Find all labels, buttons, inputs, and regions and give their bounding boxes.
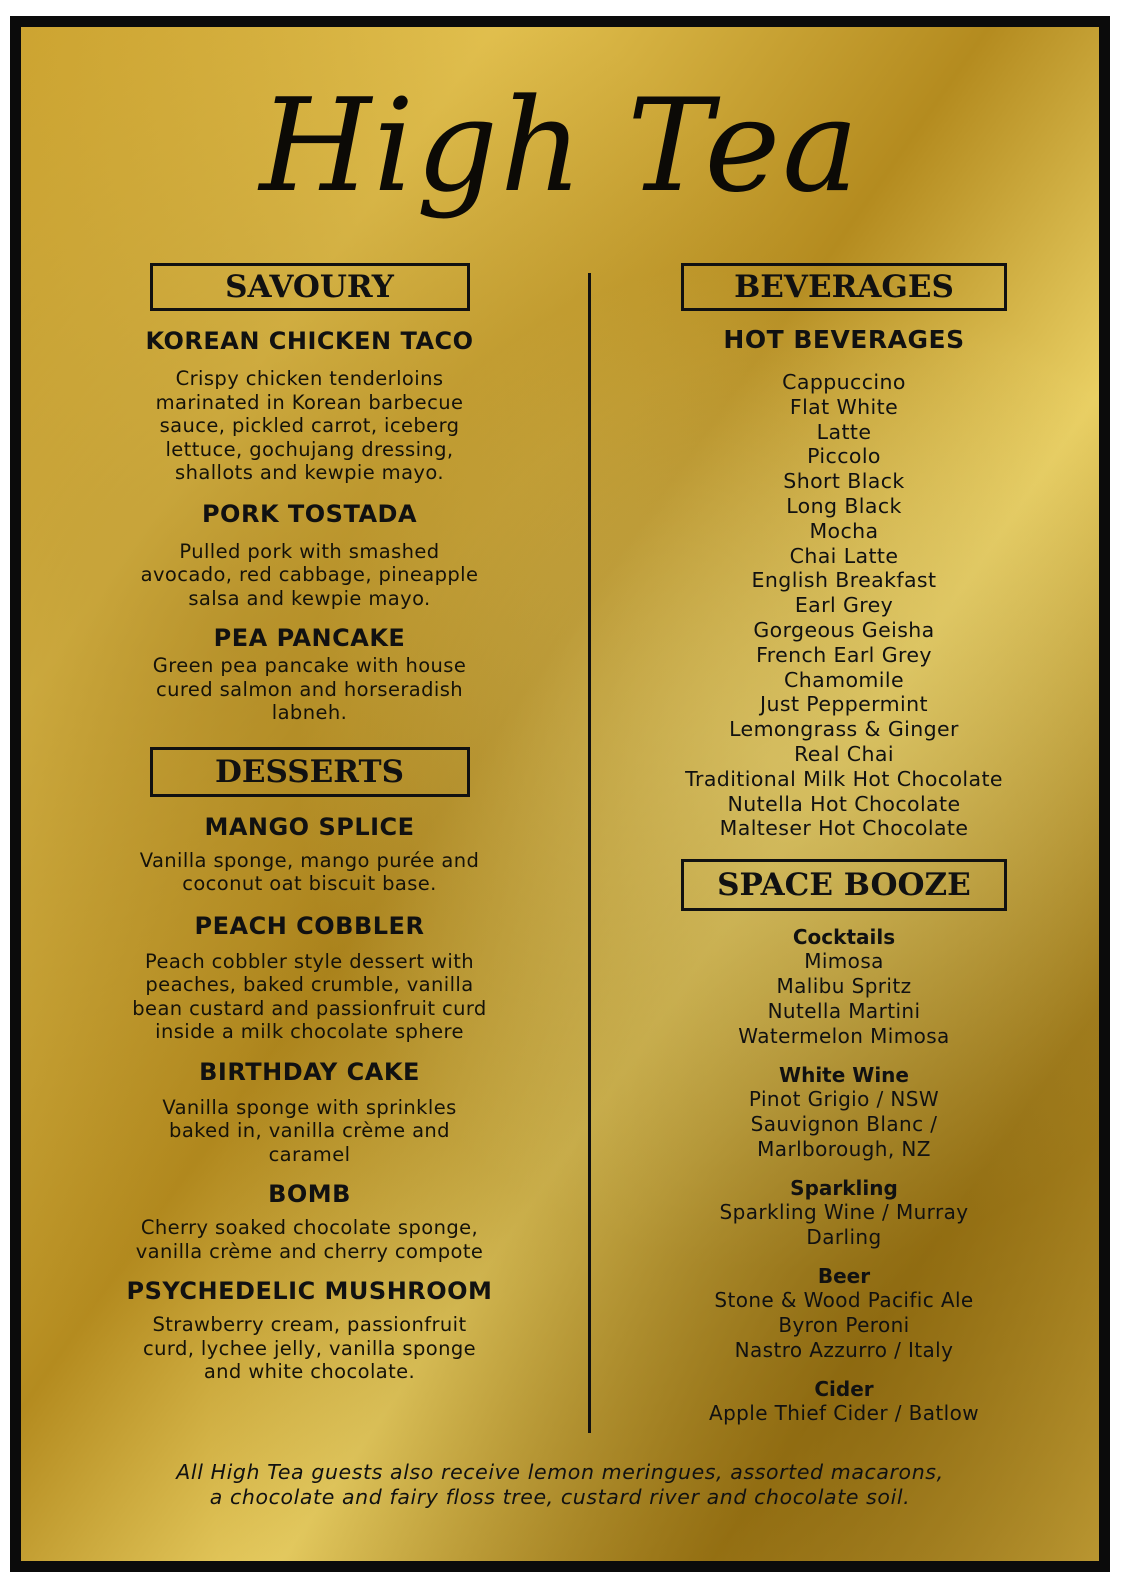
list-item: Nastro Azzurro / Italy <box>734 1338 954 1363</box>
menu-item <box>87 500 532 611</box>
item-name: MANGO SPLICE <box>204 812 415 841</box>
list-item: Malteser Hot Chocolate <box>719 816 969 841</box>
desc-line: Strawberry cream, passionfruit <box>152 1313 467 1336</box>
list-item: English Breakfast <box>751 568 937 593</box>
category-label: Beer <box>817 1264 871 1289</box>
desc-line: Pulled pork with smashed <box>179 539 440 563</box>
drink-category <box>619 1264 1069 1363</box>
item-name: BIRTHDAY CAKE <box>199 1057 420 1086</box>
list-item: Piccolo <box>807 444 881 469</box>
list-item: Nutella Hot Chocolate <box>727 791 961 816</box>
hot-beverages-list <box>619 370 1069 841</box>
item-name: BOMB <box>268 1180 351 1208</box>
list-item: Sparkling Wine / Murray <box>719 1200 969 1225</box>
list-item: Flat White <box>789 394 899 419</box>
list-item: Latte <box>816 419 872 444</box>
footer-line: All High Tea guests also receive lemon meringues, assorted macarons, <box>176 1460 944 1484</box>
desc-line: coconut oat biscuit base. <box>182 872 437 895</box>
list-item: Chai Latte <box>789 543 899 568</box>
menu-item <box>87 912 532 1044</box>
category-label: Cider <box>814 1377 874 1402</box>
list-item: Sauvignon Blanc / <box>750 1112 938 1137</box>
list-item: Earl Grey <box>794 593 894 618</box>
item-description <box>87 849 532 896</box>
desc-line: salsa and kewpie mayo. <box>188 586 431 610</box>
desc-line: labneh. <box>271 701 348 724</box>
item-name: PEACH COBBLER <box>194 911 425 940</box>
list-item: Gorgeous Geisha <box>753 617 935 642</box>
list-item: Real Chai <box>794 741 894 766</box>
drink-category <box>619 1377 1069 1426</box>
list-item: Traditional Milk Hot Chocolate <box>685 766 1003 791</box>
desc-line: lettuce, gochujang dressing, <box>165 437 454 461</box>
drink-category <box>619 1176 1069 1250</box>
item-description <box>87 367 532 485</box>
category-label: Cocktails <box>792 925 896 950</box>
list-item: Marlborough, NZ <box>757 1137 931 1162</box>
hot-beverages-title: HOT BEVERAGES <box>723 325 965 354</box>
menu-item <box>87 1058 532 1167</box>
beverages-header: BEVERAGES <box>681 263 1007 311</box>
list-item: Malibu Spritz <box>776 974 912 999</box>
desc-line: cured salmon and horseradish <box>155 677 464 701</box>
list-item: Short Black <box>783 469 905 494</box>
space-booze-header: SPACE BOOZE <box>681 859 1007 911</box>
desc-line: vanilla crème and cherry compote <box>135 1239 484 1263</box>
list-item: Pinot Grigio / NSW <box>748 1087 940 1112</box>
desc-line: Green pea pancake with house <box>152 654 467 677</box>
footer-note <box>51 1460 1069 1510</box>
item-description <box>87 654 532 725</box>
list-item: Mocha <box>809 518 879 543</box>
desc-line: Vanilla sponge, mango purée and <box>139 848 480 872</box>
menu-page <box>10 16 1110 1572</box>
column-divider <box>588 273 591 1433</box>
list-item: Watermelon Mimosa <box>738 1024 950 1049</box>
desc-line: marinated in Korean barbecue <box>155 390 464 414</box>
list-item: Cappuccino <box>782 370 906 394</box>
drink-category <box>619 1063 1069 1162</box>
item-description <box>87 1313 532 1384</box>
menu-item <box>87 1277 532 1384</box>
desc-line: bean custard and passionfruit curd <box>132 996 487 1020</box>
desc-line: inside a milk chocolate sphere <box>155 1020 464 1043</box>
desc-line: peaches, baked crumble, vanilla <box>145 973 474 996</box>
menu-item <box>87 624 532 725</box>
item-name: PEA PANCAKE <box>213 624 406 652</box>
category-label: White Wine <box>779 1063 909 1088</box>
desc-line: and white chocolate. <box>203 1360 416 1383</box>
menu-item <box>87 813 532 896</box>
desc-line: Peach cobbler style dessert with <box>144 949 474 973</box>
list-item: Long Black <box>786 493 902 518</box>
desc-line: Crispy chicken tenderloins <box>175 367 444 390</box>
list-item: Stone & Wood Pacific Ale <box>714 1288 974 1313</box>
list-item: Just Peppermint <box>760 692 928 717</box>
list-item: Darling <box>806 1225 882 1250</box>
footer-line: a chocolate and fairy floss tree, custard river and chocolate soil. <box>209 1485 911 1509</box>
list-item: Apple Thief Cider / Batlow <box>708 1401 979 1426</box>
savoury-header: SAVOURY <box>150 263 470 311</box>
item-name: KOREAN CHICKEN TACO <box>145 327 474 355</box>
right-column <box>619 263 1069 1426</box>
desc-line: Vanilla sponge with sprinkles <box>162 1095 457 1119</box>
item-description <box>87 950 532 1044</box>
list-item: Chamomile <box>784 667 904 692</box>
list-item: French Earl Grey <box>756 642 932 667</box>
item-description <box>87 540 532 611</box>
desc-line: curd, lychee jelly, vanilla sponge <box>143 1336 476 1360</box>
desc-line: shallots and kewpie mayo. <box>175 461 444 484</box>
menu-title: High Tea <box>259 72 861 221</box>
menu-item <box>87 327 532 485</box>
list-item: Byron Peroni <box>778 1313 910 1338</box>
category-label: Sparkling <box>790 1176 898 1201</box>
list-item: Mimosa <box>804 949 884 974</box>
item-name: PSYCHEDELIC MUSHROOM <box>126 1277 493 1305</box>
desc-line: baked in, vanilla crème and <box>169 1119 450 1142</box>
item-description <box>87 1216 532 1263</box>
left-column <box>87 263 532 1384</box>
list-item: Lemongrass & Ginger <box>729 717 959 742</box>
desserts-header: DESSERTS <box>150 747 470 797</box>
item-name: PORK TOSTADA <box>201 499 418 528</box>
menu-item <box>87 1180 532 1263</box>
desc-line: Cherry soaked chocolate sponge, <box>140 1216 479 1239</box>
drink-category <box>619 925 1069 1049</box>
item-description <box>87 1096 532 1167</box>
list-item: Nutella Martini <box>767 999 921 1024</box>
desc-line: caramel <box>268 1142 351 1166</box>
desc-line: sauce, pickled carrot, iceberg <box>159 414 460 437</box>
desc-line: avocado, red cabbage, pineapple <box>140 563 479 586</box>
